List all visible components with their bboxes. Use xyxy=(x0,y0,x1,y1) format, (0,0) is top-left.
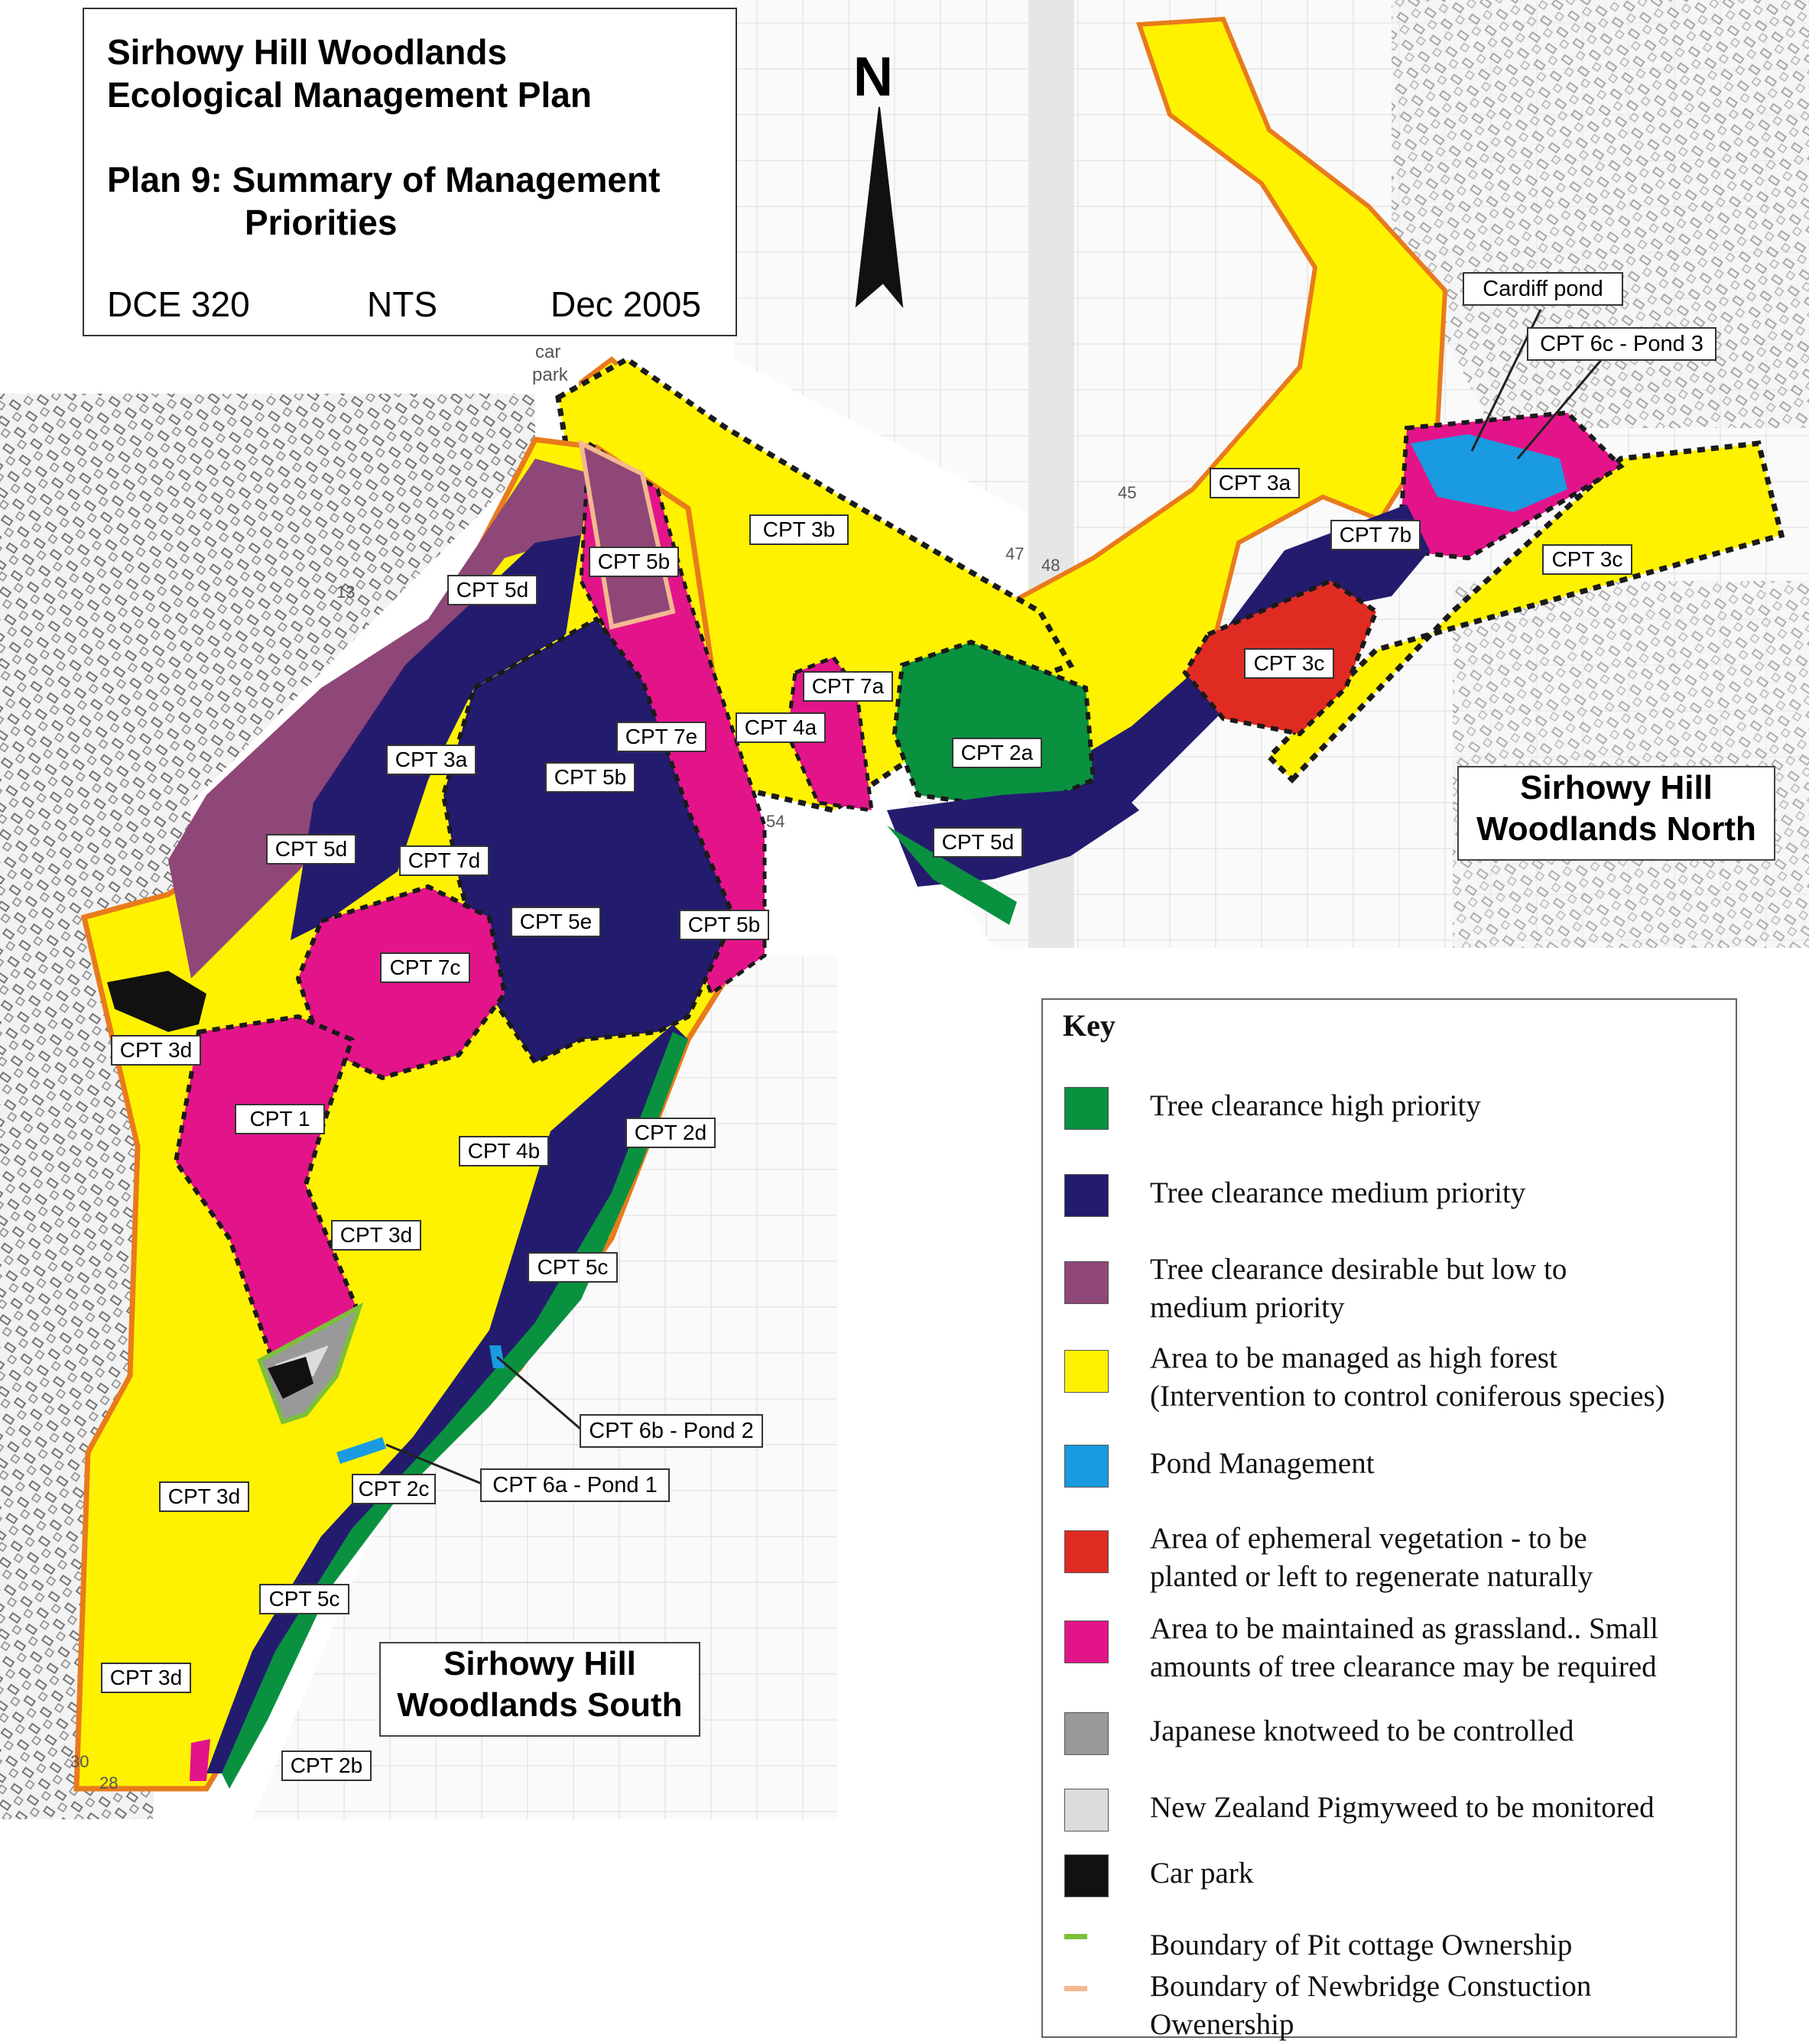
compartment-label: CPT 2b xyxy=(281,1750,372,1781)
key-item-line: planted or left to regenerate naturally xyxy=(1150,1560,1593,1593)
compartment-label: CPT 7c xyxy=(380,952,470,983)
key-item-text xyxy=(1150,1926,1731,1965)
compartment-label: CPT 5e xyxy=(511,907,601,937)
compartment-label: CPT 3d xyxy=(111,1035,201,1066)
contour-54: 54 xyxy=(766,812,785,831)
key-item-line: Area to be managed as high forest xyxy=(1150,1342,1557,1374)
compartment-label: CPT 3d xyxy=(101,1663,191,1693)
callout-label: Cardiff pond xyxy=(1463,272,1623,306)
key-item-line: Tree clearance high priority xyxy=(1150,1089,1481,1122)
key-color-swatch xyxy=(1064,1530,1109,1573)
key-item xyxy=(1043,1434,1736,1510)
key-color-swatch xyxy=(1064,1712,1109,1755)
key-item-line: Area to be maintained as grassland.. Small xyxy=(1150,1612,1658,1645)
key-item-line: Owenership xyxy=(1150,2008,1294,2041)
region-label-north xyxy=(1457,766,1775,861)
compartment-label: CPT 7d xyxy=(399,845,489,876)
key-item-text xyxy=(1150,1789,1731,1827)
compartment-label: CPT 7a xyxy=(803,671,893,702)
compartment-label: CPT 5d xyxy=(933,827,1023,858)
key-item-text xyxy=(1150,1174,1731,1212)
contour-45: 45 xyxy=(1118,483,1137,502)
map-key xyxy=(1041,998,1737,2041)
drawing-reference: DCE 320 xyxy=(107,284,250,324)
key-color-swatch xyxy=(1064,1445,1109,1488)
plan-title-line-2: Priorities xyxy=(245,203,398,242)
compartment-label: CPT 3a xyxy=(386,745,476,775)
key-item-line: Tree clearance medium priority xyxy=(1150,1176,1526,1209)
compartment-label: CPT 3d xyxy=(159,1481,249,1512)
compartment-label: CPT 3b xyxy=(749,514,849,545)
compartment-label: CPT 3a xyxy=(1210,468,1300,498)
region-north-line-1: Sirhowy Hill xyxy=(1520,769,1713,806)
region-label-south xyxy=(379,1642,700,1737)
compartment-label: CPT 3c xyxy=(1542,544,1632,575)
key-item-line: Japanese knotweed to be controlled xyxy=(1150,1715,1574,1747)
key-item xyxy=(1043,1968,1736,2044)
key-item-text xyxy=(1150,1520,1731,1596)
key-item-text xyxy=(1150,1339,1731,1416)
key-item xyxy=(1043,1339,1736,1416)
key-item-line: Area of ephemeral vegetation - to be xyxy=(1150,1522,1587,1555)
urban-area-east xyxy=(1453,581,1809,948)
compartment-label: CPT 2c xyxy=(352,1474,436,1504)
compartment-label: CPT 1 xyxy=(235,1104,325,1134)
key-item-text xyxy=(1150,1445,1731,1483)
contour-48: 48 xyxy=(1041,556,1060,575)
key-item xyxy=(1043,1844,1736,1920)
region-south-line-2: Woodlands South xyxy=(397,1686,683,1724)
map-title-box xyxy=(83,8,737,336)
key-color-swatch xyxy=(1064,1261,1109,1304)
compartment-label: CPT 3c xyxy=(1244,648,1334,679)
compartment-label: CPT 2d xyxy=(625,1118,716,1148)
compartment-label: CPT 4b xyxy=(459,1136,549,1166)
callout-label: CPT 6a - Pond 1 xyxy=(480,1468,670,1502)
key-item-line: medium priority xyxy=(1150,1291,1345,1324)
car-park-text-2: park xyxy=(532,365,568,385)
key-line-swatch xyxy=(1064,1986,1087,1991)
plan-title-line-1: Plan 9: Summary of Management xyxy=(107,160,661,200)
key-color-swatch xyxy=(1064,1350,1109,1393)
key-line-swatch xyxy=(1064,1934,1087,1939)
contour-30: 30 xyxy=(70,1752,89,1771)
key-item-text xyxy=(1150,1712,1731,1750)
contour-28: 28 xyxy=(99,1773,119,1793)
contour-13: 13 xyxy=(336,582,356,602)
key-item-text xyxy=(1150,1854,1731,1893)
title-line-1: Sirhowy Hill Woodlands xyxy=(107,32,508,72)
compartment-label: CPT 7e xyxy=(616,722,706,752)
key-color-swatch xyxy=(1064,1174,1109,1217)
compartment-label: CPT 5d xyxy=(447,575,538,605)
compartment-label: CPT 5d xyxy=(266,834,356,865)
callout-label: CPT 6b - Pond 2 xyxy=(580,1414,763,1448)
key-item-text xyxy=(1150,1610,1731,1686)
plan-date: Dec 2005 xyxy=(550,284,701,324)
key-item-line: New Zealand Pigmyweed to be monitored xyxy=(1150,1791,1655,1824)
compartment-label: CPT 5c xyxy=(528,1252,618,1283)
car-park-text-1: car xyxy=(535,342,561,362)
key-item-line: Tree clearance desirable but low to xyxy=(1150,1253,1567,1286)
compartment-label: CPT 5b xyxy=(679,910,769,940)
key-item-text xyxy=(1150,1968,1731,2044)
scale-note: NTS xyxy=(367,284,437,324)
key-item xyxy=(1043,1076,1736,1153)
compartment-label: CPT 4a xyxy=(736,712,826,743)
key-item-text xyxy=(1150,1251,1731,1327)
compartment-label: CPT 5b xyxy=(545,762,635,793)
callout-label: CPT 6c - Pond 3 xyxy=(1527,327,1716,361)
key-item-text xyxy=(1150,1087,1731,1125)
key-title: Key xyxy=(1063,1008,1116,1043)
compartment-label: CPT 2a xyxy=(952,738,1042,768)
key-item xyxy=(1043,1163,1736,1240)
key-item-line: amounts of tree clearance may be required xyxy=(1150,1650,1657,1683)
compartment-label: CPT 7b xyxy=(1330,520,1421,550)
key-item xyxy=(1043,1520,1736,1596)
compartment-label: CPT 3d xyxy=(331,1220,421,1251)
key-color-swatch xyxy=(1064,1854,1109,1897)
title-line-2: Ecological Management Plan xyxy=(107,75,592,115)
key-item xyxy=(1043,1251,1736,1327)
key-item-line: (Intervention to control coniferous species) xyxy=(1150,1380,1665,1413)
key-color-swatch xyxy=(1064,1621,1109,1663)
north-label: N xyxy=(853,47,893,108)
key-item xyxy=(1043,1702,1736,1778)
key-color-swatch xyxy=(1064,1789,1109,1831)
contour-47: 47 xyxy=(1005,544,1025,563)
key-item xyxy=(1043,1778,1736,1854)
key-color-swatch xyxy=(1064,1087,1109,1130)
region-south-line-1: Sirhowy Hill xyxy=(443,1645,636,1682)
key-item-line: Boundary of Newbridge Constuction xyxy=(1150,1970,1592,2003)
region-north-line-2: Woodlands North xyxy=(1476,810,1756,848)
compartment-label: CPT 5c xyxy=(259,1584,349,1614)
key-item-line: Boundary of Pit cottage Ownership xyxy=(1150,1929,1573,1961)
compartment-label: CPT 5b xyxy=(589,547,679,577)
key-item xyxy=(1043,1610,1736,1686)
key-item-line: Pond Management xyxy=(1150,1447,1375,1480)
key-item-line: Car park xyxy=(1150,1857,1254,1890)
